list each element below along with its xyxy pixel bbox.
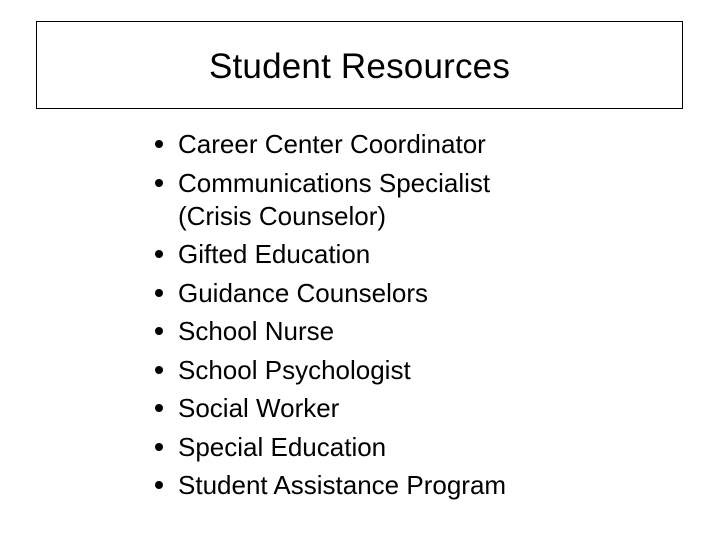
bullet-dot-icon (155, 289, 163, 297)
list-item-label: Guidance Counselors (178, 277, 429, 308)
list-item (150, 278, 690, 308)
list-item-label: Gifted Education (178, 239, 371, 269)
bullet-dot-icon (155, 327, 163, 335)
bullet-dot-icon (155, 404, 163, 412)
list-item (150, 316, 690, 346)
bullet-dot-icon (155, 366, 163, 374)
bullet-dot-icon (155, 179, 163, 187)
bullet-dot-icon (155, 140, 163, 148)
list-item-label: School Nurse (178, 316, 335, 346)
list-item (150, 239, 690, 269)
resource-list (150, 129, 690, 509)
page-title: Student Resources (208, 46, 511, 86)
list-item-label: Social Worker (178, 393, 340, 423)
bullet-dot-icon (155, 443, 163, 451)
list-item-label: Career Center Coordinator (178, 129, 486, 159)
list-item (150, 129, 690, 159)
list-item-label: Communications Specialist (178, 167, 491, 198)
list-item-continuation: (Crisis Counselor) (178, 200, 387, 231)
list-item (150, 393, 690, 423)
list-item-label: Special Education (178, 431, 387, 462)
list-item-label: School Psychologist (178, 354, 411, 385)
list-item (150, 432, 690, 462)
list-item-label: Student Assistance Program (178, 470, 507, 500)
title-box (36, 21, 683, 109)
bullet-dot-icon (155, 481, 163, 489)
list-item (150, 355, 690, 385)
list-item (150, 470, 690, 500)
list-item (150, 168, 690, 231)
bullet-dot-icon (155, 250, 163, 258)
